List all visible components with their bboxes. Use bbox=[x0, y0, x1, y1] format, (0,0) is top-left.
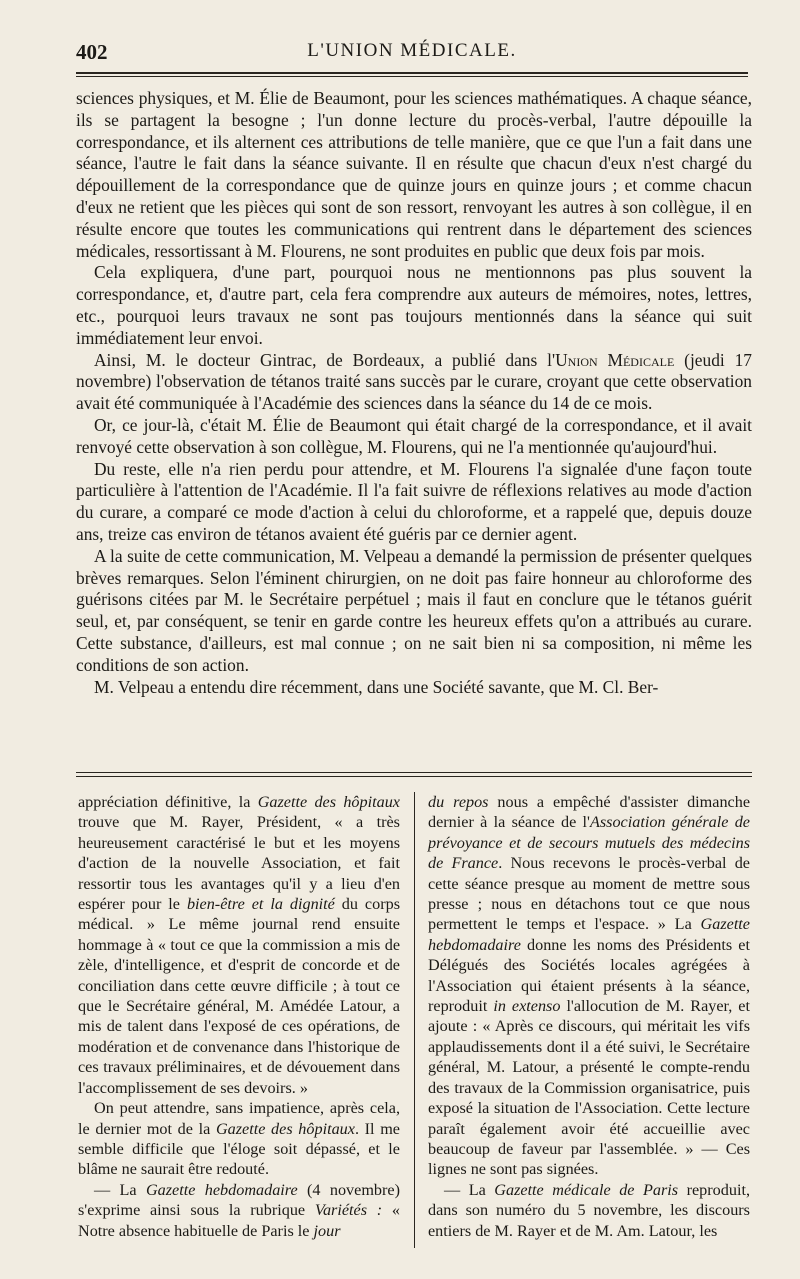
paragraph: Cela expliquera, d'une part, pourquoi nous ne mentionnons pas plus souvent la correspondance, et, d'autre part, cela fera comprendre aux auteurs de mémoires, notes, lettres, etc., pourquoi leurs travaux ne sont pas toujours mentionnés dans la séance qui suit immédiatement leur envoi. bbox=[76, 262, 752, 348]
paragraph: appréciation définitive, la Gazette des hôpitaux trouve que M. Rayer, Président, « a très heureusement caractérisé le but et les moyens d'action de la nouvelle Association, et fait ressortir tous les avantages qu'il y a lieu d'en espérer pour le bien-être et la dignité du corps médical. » Le même journal rend ensuite hommage à « tout ce que la commission a mis de zèle, d'intelligence, et d'esprit de concorde et de conciliation dans cette œuvre difficile ; à tout ce que le Secrétaire général, M. Amédée Latour, a mis de talent dans l'exposé de ces opérations, de modération et de convenance dans l'historique de ces travaux préliminaires, et de dévouement dans l'accomplissement de ses devoirs. » bbox=[78, 793, 400, 1097]
paragraph: Or, ce jour-là, c'était M. Élie de Beaumont qui était chargé de la correspondance, et il avait renvoyé cette observation à son collègue, M. Flourens, qui ne l'a mentionnée qu'aujourd'hui. bbox=[76, 414, 752, 457]
paragraph: — La Gazette hebdomadaire (4 novembre) s'exprime ainsi sous la rubrique Variétés : « Notre absence habituelle de Paris le jour bbox=[78, 1180, 401, 1240]
paragraph: — La Gazette médicale de Paris reproduit, dans son numéro du 5 novembre, les discours entiers de M. Rayer et de M. Am. Latour, les bbox=[428, 1180, 750, 1240]
paragraph: On peut attendre, sans impatience, après cela, le dernier mot de la Gazette des hôpitaux. Il me semble difficile que l'éloge soit dépassé, et le blâme ne saurait être redouté. bbox=[78, 1099, 400, 1179]
section-rule-thin bbox=[76, 776, 752, 777]
paragraph: M. Velpeau a entendu dire récemment, dans une Société savante, que M. Cl. Ber- bbox=[94, 676, 659, 697]
paragraph: Ainsi, M. le docteur Gintrac, de Bordeaux, a publié dans l'Union Médicale (jeudi 17 novembre) l'observation de tétanos traité sans succès par le curare, croyant que cette observation avait été communiquée à l'Académie des sciences dans la séance du 14 de ce mois. bbox=[76, 349, 752, 414]
header-rule bbox=[76, 72, 748, 74]
paragraph: du repos nous a empêché d'assister dimanche dernier à la séance de l'Association générale de prévoyance et de secours mutuels des médecins de France. Nous recevons le procès-verbal de cette séance presque au moment de mettre sous presse ; nous en détachons tout ce que nous permettent le temps et l'espace. » La Gazette hebdomadaire donne les noms des Présidents et Délégués des Sociétés locales agrégées à l'Association qui étaient présents à la séance, reproduit in extenso l'allocution de M. Rayer, et ajoute : « Après ce discours, qui méritait les vifs applaudissements dont il a été suivi, le Secrétaire général, M. Latour, a présenté le compte-rendu des travaux de la Commission organisatrice, puis exposé la situation de l'Association. Cette lecture paraît également avoir été accueillie avec beaucoup de faveur par l'assemblée. » — Ces lignes ne sont pas signées. bbox=[428, 793, 751, 1179]
left-column bbox=[78, 792, 400, 1241]
page-header bbox=[76, 36, 748, 66]
main-article bbox=[76, 88, 752, 698]
right-column bbox=[428, 792, 750, 1241]
section-rule bbox=[76, 772, 752, 773]
journal-name: Union Médicale bbox=[555, 349, 675, 370]
column-divider bbox=[414, 792, 415, 1248]
journal-title: L'UNION MÉDICALE. bbox=[307, 40, 517, 61]
page-number: 402 bbox=[76, 40, 108, 64]
paragraph: Du reste, elle n'a rien perdu pour attendre, et M. Flourens l'a signalée d'une façon toute particulière à l'attention de l'Académie. Il l'a fait suivre de réflexions relatives au mode d'action du curare, a comparé ce mode d'action à celui du chloroforme, et a rappelé que, depuis douze ans, treize cas environ de tétanos avaient été guéris par ce dernier agent. bbox=[76, 458, 752, 544]
header-rule-thin bbox=[76, 76, 748, 77]
paragraph: A la suite de cette communication, M. Velpeau a demandé la permission de présenter quelques brèves remarques. Selon l'éminent chirurgien, on ne doit pas faire honneur au chloroforme des guérisons citées par M. le Secrétaire perpétuel ; mais il faut en conclure que le tétanos guérit seul, et, par conséquent, se tenir en garde contre les heureux effets qu'on a attribués au curare. Cette substance, d'ailleurs, est mal connue ; on ne sait bien ni sa composition, ni même les conditions de son action. bbox=[76, 545, 752, 675]
paragraph: sciences physiques, et M. Élie de Beaumont, pour les sciences mathématiques. A chaque séance, ils se partagent la besogne ; l'un donne lecture du procès-verbal, l'autre dépouille la correspondance, et ils alternent ces attributions de telle manière, que ce que l'un a fait dans une séance, l'autre le fait dans la séance suivante. Il en résulte que chacun d'eux n'est chargé du dépouillement de la correspondance que de quinze jours en quinze jours ; et comme chacun d'eux ne retient que les pièces qui sont de son ressort, renvoyant les autres à son collègue, il en résulte encore que toutes les communications qui rentrent dans le département des sciences médicales, ressortissant à M. Flourens, ne sont produites en public que deux fois par mois. bbox=[76, 88, 752, 261]
